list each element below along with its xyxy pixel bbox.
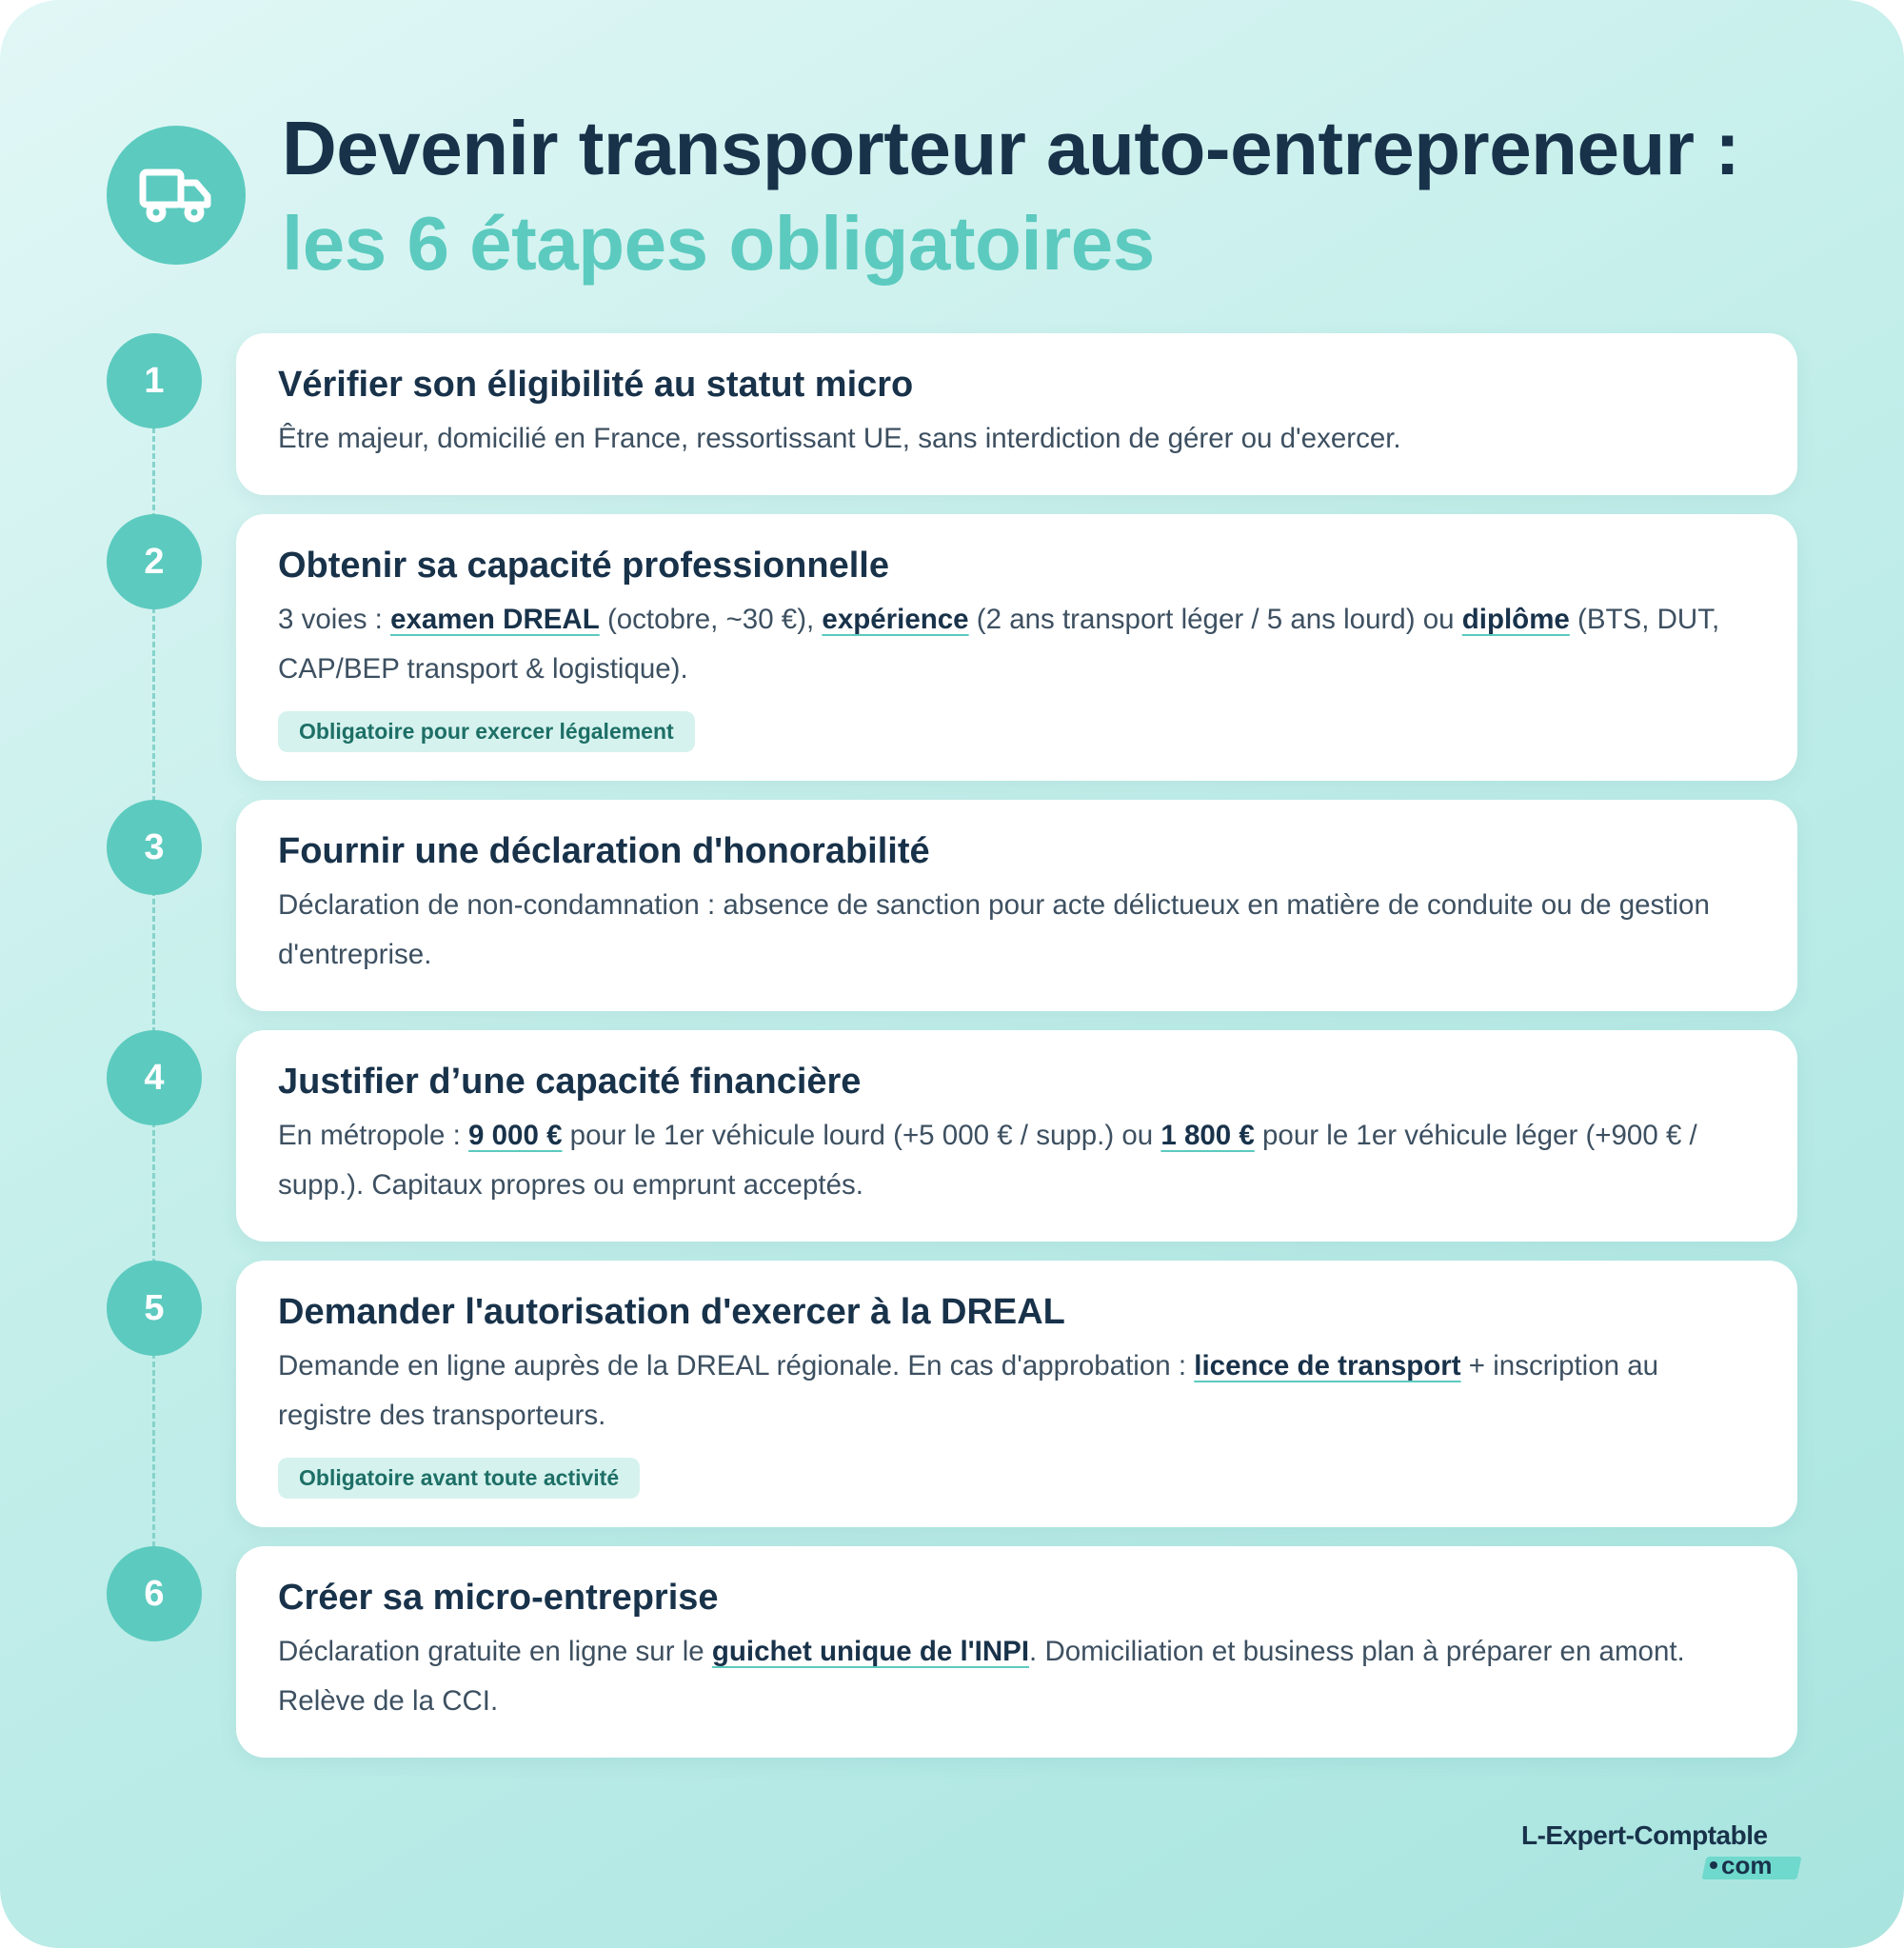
link-guichet-unique-inpi[interactable]: guichet unique de l'INPI bbox=[711, 1636, 1030, 1668]
step-title: Justifier d’une capacité financière bbox=[278, 1062, 862, 1102]
text-segment: + inscription au registre des transporteurs. bbox=[278, 1350, 1659, 1432]
header bbox=[107, 105, 1820, 295]
step-card-3 bbox=[236, 800, 1797, 1011]
status-badge: Obligatoire pour exercer légalement bbox=[278, 711, 695, 752]
step-description bbox=[278, 595, 1755, 694]
truck-icon bbox=[139, 167, 213, 224]
step-description bbox=[278, 1627, 1755, 1726]
link-9000-euros[interactable]: 9 000 € bbox=[468, 1120, 563, 1152]
text-segment: 3 voies : bbox=[278, 604, 391, 636]
text-segment: (octobre, ~30 €), bbox=[599, 604, 823, 636]
step-description: Être majeur, domicilié en France, ressortissant UE, sans interdiction de gérer ou d'exercer. bbox=[278, 423, 1401, 455]
step-card-4 bbox=[236, 1030, 1797, 1242]
step-card-2 bbox=[236, 514, 1797, 781]
page-title: Devenir transporteur auto-entrepreneur : bbox=[282, 106, 1740, 190]
step-card-5 bbox=[236, 1261, 1797, 1527]
link-examen-dreal[interactable]: examen DREAL bbox=[390, 604, 600, 636]
logo-name: L-Expert-Comptable bbox=[1521, 1820, 1768, 1850]
link-diplome[interactable]: diplôme bbox=[1461, 604, 1570, 636]
page-subtitle: les 6 étapes obligatoires bbox=[282, 201, 1155, 286]
text-segment: Demande en ligne auprès de la DREAL régionale. En cas d'approbation : bbox=[278, 1350, 1195, 1382]
link-licence-de-transport[interactable]: licence de transport bbox=[1194, 1350, 1461, 1382]
text-segment: (2 ans transport léger / 5 ans lourd) ou bbox=[968, 604, 1462, 636]
step-card-6 bbox=[236, 1546, 1797, 1758]
step-card-1 bbox=[236, 333, 1797, 495]
text-segment: pour le 1er véhicule léger (+900 € / supp.). Capitaux propres ou emprunt acceptés. bbox=[278, 1120, 1697, 1202]
truck-badge bbox=[107, 126, 246, 265]
step-number-5: 5 bbox=[107, 1261, 202, 1356]
step-description bbox=[278, 1342, 1755, 1441]
step-number-1: 1 bbox=[107, 333, 202, 428]
step-title: Vérifier son éligibilité au statut micro bbox=[278, 365, 914, 405]
text-segment: En métropole : bbox=[278, 1120, 469, 1152]
logo-suffix: com bbox=[1721, 1851, 1773, 1879]
link-1800-euros[interactable]: 1 800 € bbox=[1160, 1120, 1255, 1152]
step-title: Demander l'autorisation d'exercer à la DREAL bbox=[278, 1292, 1065, 1332]
step-title: Obtenir sa capacité professionnelle bbox=[278, 546, 889, 586]
step-number-2: 2 bbox=[107, 514, 202, 609]
text-segment: (BTS, DUT, CAP/BEP transport & logistique). bbox=[278, 604, 1720, 686]
step-description bbox=[278, 1111, 1755, 1210]
step-title: Fournir une déclaration d'honorabilité bbox=[278, 831, 930, 871]
brand-logo bbox=[1521, 1820, 1807, 1887]
step-description: Déclaration de non-condamnation : absence de sanction pour acte délictueux en matière de conduite ou de gestion d'entreprise. bbox=[278, 889, 1710, 971]
step-title: Créer sa micro-entreprise bbox=[278, 1578, 719, 1618]
text-segment: Déclaration gratuite en ligne sur le bbox=[278, 1636, 712, 1668]
text-segment: pour le 1er véhicule lourd (+5 000 € / supp.) ou bbox=[562, 1120, 1161, 1152]
logo-dot bbox=[1710, 1861, 1717, 1869]
link-experience[interactable]: expérience bbox=[822, 604, 969, 636]
step-number-6: 6 bbox=[107, 1546, 202, 1641]
step-number-3: 3 bbox=[107, 800, 202, 895]
step-number-4: 4 bbox=[107, 1030, 202, 1125]
text-segment: . Domiciliation et business plan à préparer en amont. Relève de la CCI. bbox=[278, 1636, 1685, 1718]
status-badge: Obligatoire avant toute activité bbox=[278, 1458, 640, 1499]
